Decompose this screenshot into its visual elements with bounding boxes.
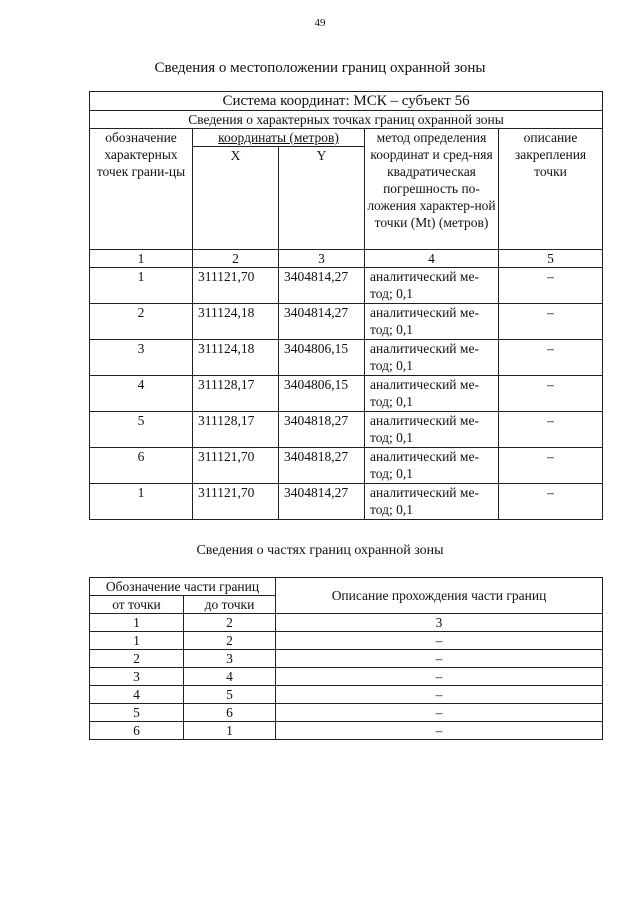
col-number-5: 5 — [499, 250, 603, 268]
from-point: 2 — [90, 650, 184, 668]
coord-y: 3404814,27 — [279, 484, 365, 520]
page-number: 49 — [314, 17, 326, 29]
point-description: – — [499, 448, 603, 484]
table-row — [90, 484, 603, 520]
table-row — [90, 704, 603, 722]
point-description: – — [499, 304, 603, 340]
coord-x: 311128,17 — [193, 412, 279, 448]
method: аналитический ме-тод; 0,1 — [365, 484, 499, 520]
point-number: 4 — [90, 376, 193, 412]
col-number-1: 1 — [90, 614, 184, 632]
header-y: Y — [279, 147, 365, 250]
to-point: 5 — [184, 686, 276, 704]
coord-y: 3404814,27 — [279, 268, 365, 304]
coord-x: 311121,70 — [193, 484, 279, 520]
to-point: 2 — [184, 632, 276, 650]
to-point: 3 — [184, 650, 276, 668]
point-description: – — [499, 412, 603, 448]
point-number: 2 — [90, 304, 193, 340]
table-row — [90, 722, 603, 740]
from-point: 3 — [90, 668, 184, 686]
header-description — [499, 129, 603, 250]
method: аналитический ме-тод; 0,1 — [365, 268, 499, 304]
from-point: 4 — [90, 686, 184, 704]
coord-x: 311121,70 — [193, 268, 279, 304]
parts-title: Сведения о частях границ охранной зоны — [196, 543, 444, 558]
point-description: – — [499, 268, 603, 304]
point-description: – — [499, 340, 603, 376]
header-description-text: описание закрепления точки — [514, 130, 587, 179]
col-number-1: 1 — [90, 250, 193, 268]
part-description: – — [276, 722, 603, 740]
to-point: 4 — [184, 668, 276, 686]
point-number: 1 — [90, 268, 193, 304]
method: аналитический ме-тод; 0,1 — [365, 304, 499, 340]
method: аналитический ме-тод; 0,1 — [365, 376, 499, 412]
header-designation — [90, 129, 193, 250]
method: аналитический ме-тод; 0,1 — [365, 340, 499, 376]
col-number-2: 2 — [184, 614, 276, 632]
header-coordinates: координаты (метров) — [193, 129, 365, 147]
table-subtitle: Сведения о характерных точках границ охранной зоны — [90, 111, 603, 129]
point-description: – — [499, 376, 603, 412]
point-number: 1 — [90, 484, 193, 520]
part-description: – — [276, 686, 603, 704]
coord-y: 3404818,27 — [279, 448, 365, 484]
table-row — [90, 376, 603, 412]
point-number: 3 — [90, 340, 193, 376]
part-description: – — [276, 704, 603, 722]
part-description: – — [276, 632, 603, 650]
part-description: – — [276, 668, 603, 686]
coordinate-system: Система координат: МСК – субъект 56 — [90, 92, 603, 111]
table-row — [90, 448, 603, 484]
coord-y: 3404814,27 — [279, 304, 365, 340]
point-description: – — [499, 484, 603, 520]
part-description: – — [276, 650, 603, 668]
table-row — [90, 412, 603, 448]
header-part-description: Описание прохождения части границ — [276, 578, 603, 614]
col-number-2: 2 — [193, 250, 279, 268]
header-method-text: метод определения координат и сред-няя квадратическая погрешность по-ложения характер-ной точки (Mt) (метров) — [367, 130, 496, 230]
coord-x: 311124,18 — [193, 340, 279, 376]
to-point: 6 — [184, 704, 276, 722]
col-number-4: 4 — [365, 250, 499, 268]
header-x: X — [193, 147, 279, 250]
header-part: Обозначение части границ — [90, 578, 276, 596]
coord-y: 3404806,15 — [279, 376, 365, 412]
from-point: 5 — [90, 704, 184, 722]
coord-x: 311121,70 — [193, 448, 279, 484]
point-number: 6 — [90, 448, 193, 484]
from-point: 6 — [90, 722, 184, 740]
table-row — [90, 304, 603, 340]
col-number-3: 3 — [276, 614, 603, 632]
to-point: 1 — [184, 722, 276, 740]
coord-y: 3404818,27 — [279, 412, 365, 448]
table-row — [90, 668, 603, 686]
coord-y: 3404806,15 — [279, 340, 365, 376]
coord-x: 311128,17 — [193, 376, 279, 412]
boundary-points-table — [89, 91, 603, 520]
method: аналитический ме-тод; 0,1 — [365, 448, 499, 484]
boundary-parts-table — [89, 577, 603, 740]
table-row — [90, 632, 603, 650]
from-point: 1 — [90, 632, 184, 650]
header-to: до точки — [184, 596, 276, 614]
table-row — [90, 650, 603, 668]
method: аналитический ме-тод; 0,1 — [365, 412, 499, 448]
point-number: 5 — [90, 412, 193, 448]
header-designation-text: обозначение характерных точек грани-цы — [96, 130, 186, 179]
table-row — [90, 268, 603, 304]
header-method — [365, 129, 499, 250]
document-title: Сведения о местоположении границ охранной зоны — [154, 60, 486, 76]
table-row — [90, 340, 603, 376]
coord-x: 311124,18 — [193, 304, 279, 340]
header-from: от точки — [90, 596, 184, 614]
table-row — [90, 686, 603, 704]
col-number-3: 3 — [279, 250, 365, 268]
